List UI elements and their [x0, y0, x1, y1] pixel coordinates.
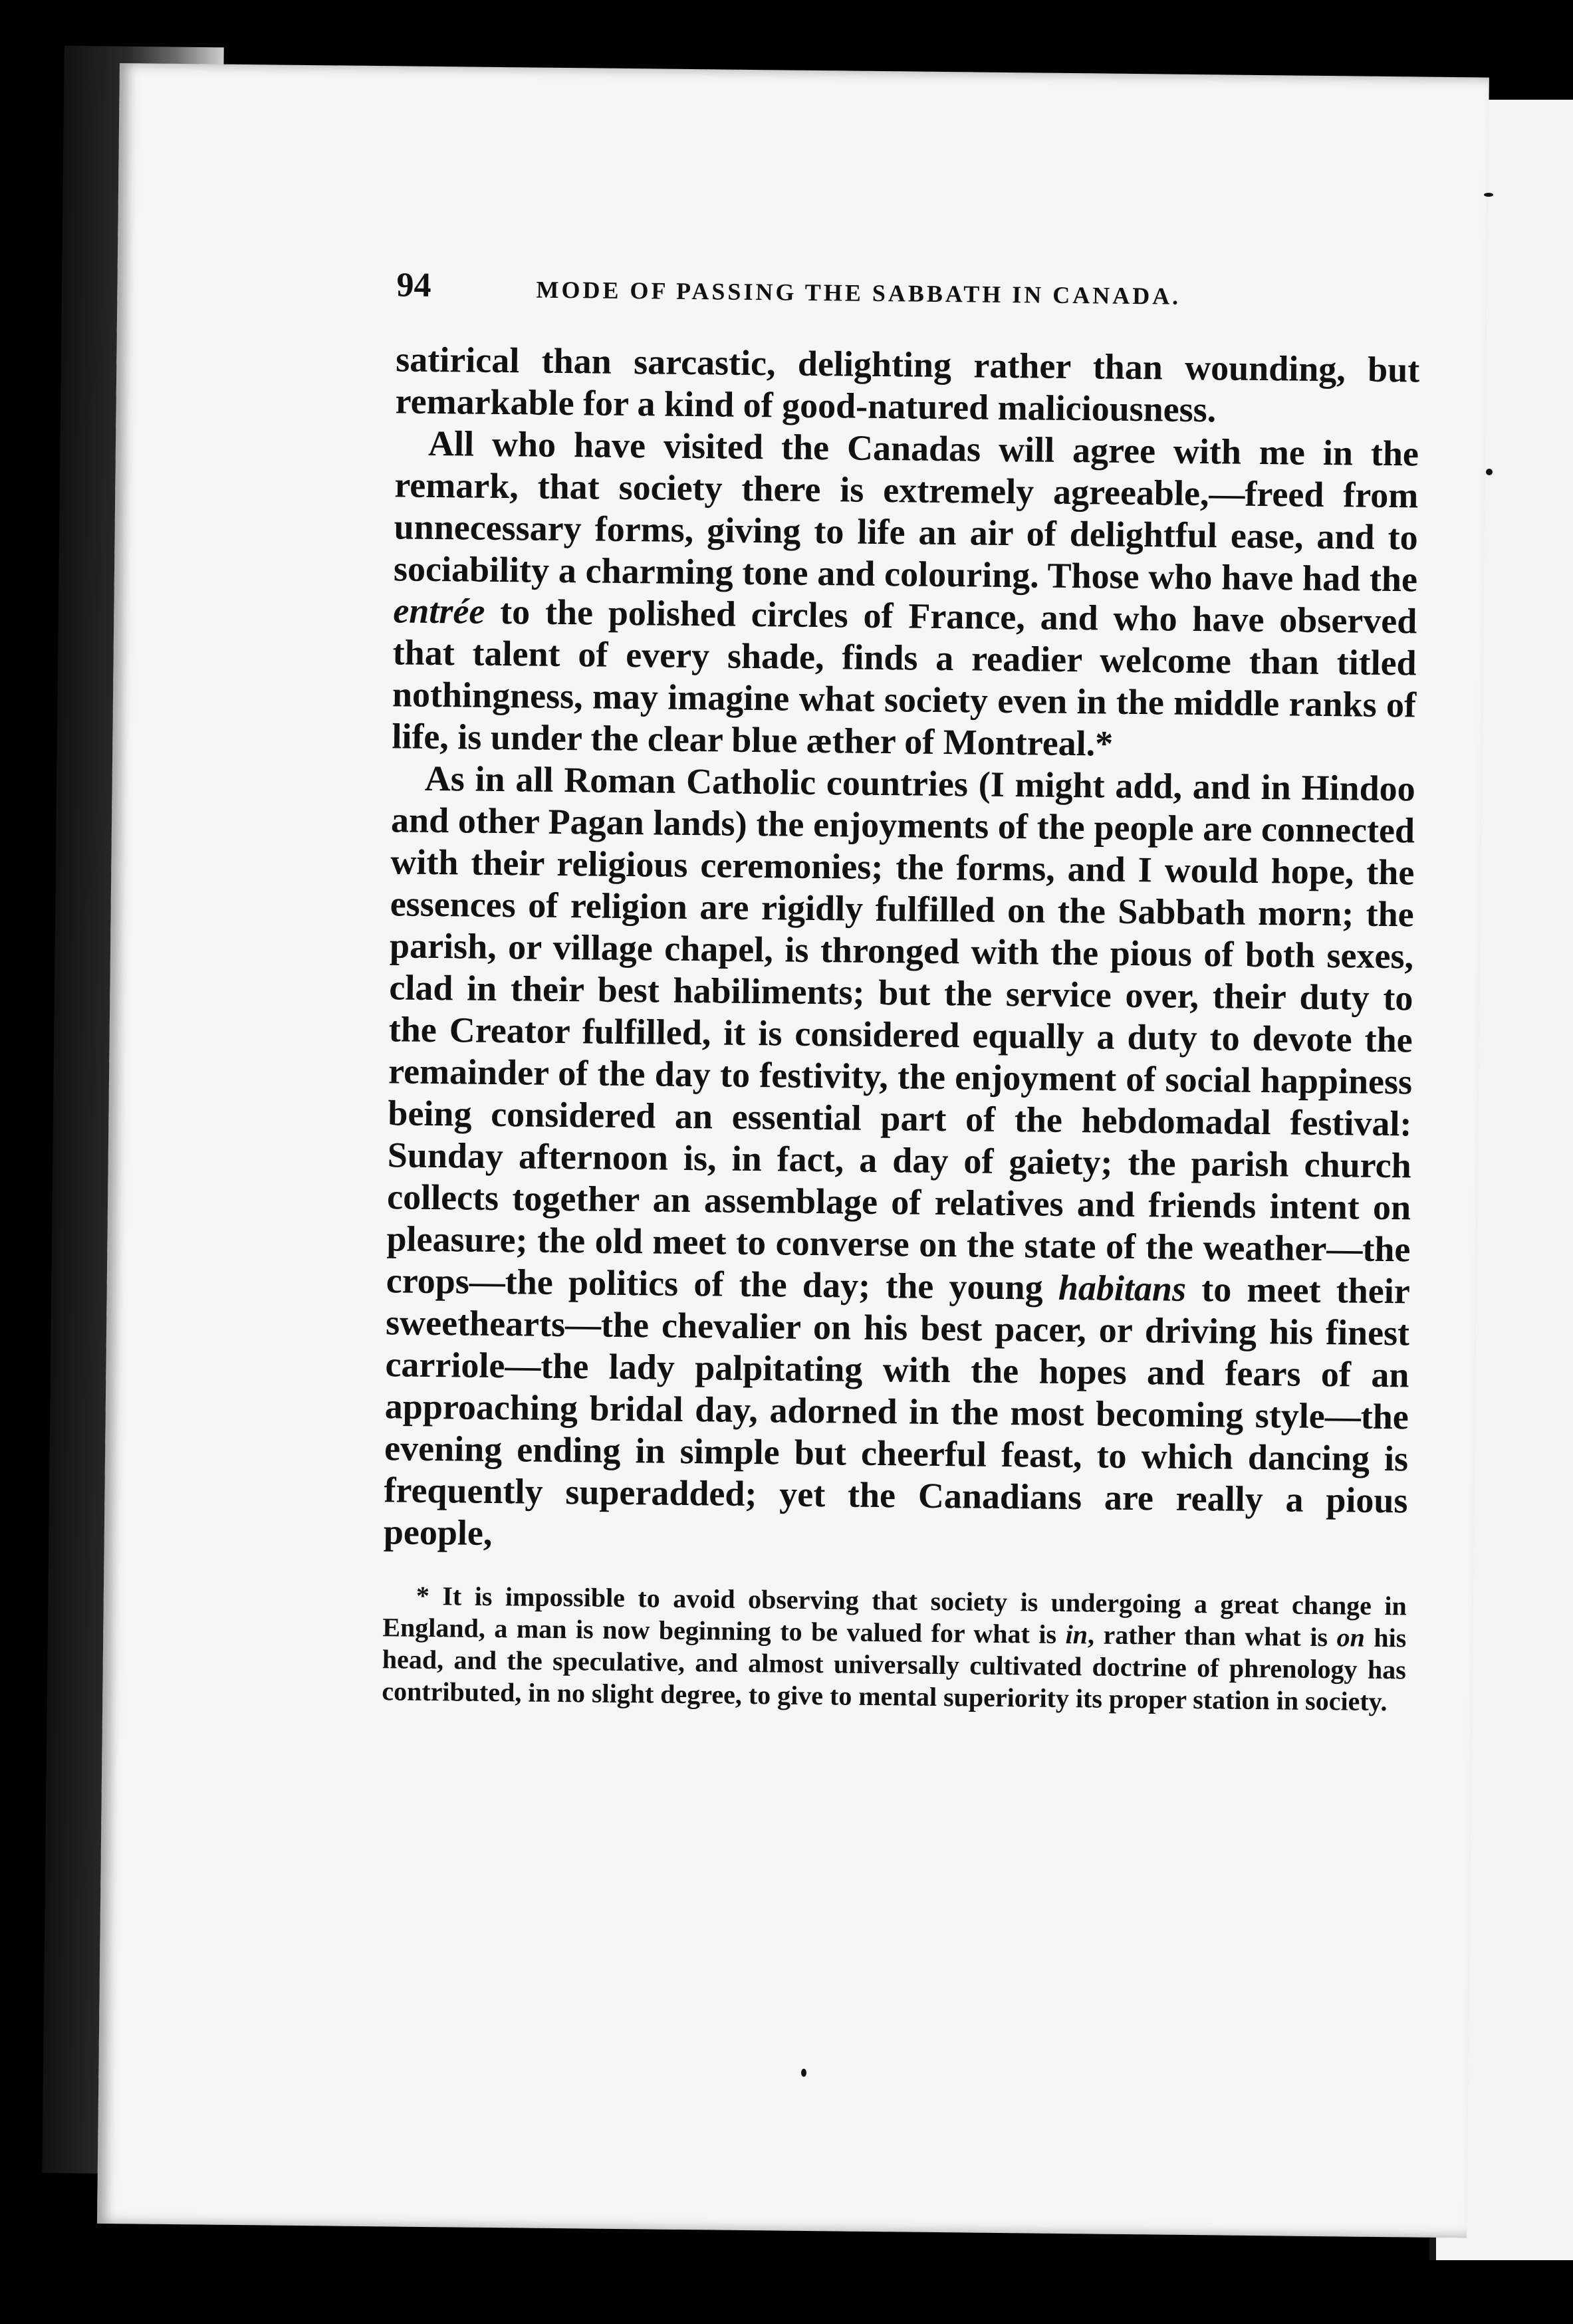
- ink-speck: [1484, 193, 1493, 197]
- footnote-text-a: * It is impossible to avoid observing that society is undergoing a great change in England, a man is now beginning to be valued for what is: [382, 1580, 1407, 1650]
- paragraph-3-italic: habitans: [1058, 1267, 1187, 1309]
- running-head-title: MODE OF PASSING THE SABBATH IN CANADA.: [536, 276, 1181, 310]
- paragraph-3: [384, 757, 1415, 1564]
- ink-speck: [1486, 469, 1493, 475]
- footnote-text-c: his head, and the speculative, and almost universally cultivated doctrine of phrenology has contributed, in no slight degree, to give to mental superiority its proper station in society.: [382, 1622, 1407, 1717]
- body-text: [384, 338, 1420, 1564]
- paragraph-2: [392, 422, 1419, 768]
- paragraph-3-text-b: to meet their sweethearts—the chevalier on his best pacer, or driving his finest carriole—the lady palpitating with the hopes and fears of an approaching bridal day, adorned in the most becoming style—the evening ending in simple but cheerful feast, to which dancing is frequently superadded; yet the Canadians are really a pious people,: [383, 1268, 1411, 1553]
- paragraph-1: [395, 338, 1419, 433]
- footnote: [382, 1579, 1407, 1718]
- ink-speck: [801, 2069, 806, 2077]
- footnote-text: [382, 1579, 1407, 1718]
- running-head: [396, 265, 1421, 322]
- paragraph-2-text-b: to the polished circles of France, and who have observed that talent of every shade, finds a readier welcome than titled nothingness, may imagine what society even in the middle ranks of life, is under the clear blue æther of Montreal.*: [392, 591, 1417, 764]
- paragraph-1-text: satirical than sarcastic, delighting rather than wounding, but remarkable for a kind of good-natured maliciousness.: [395, 339, 1420, 430]
- page-number: 94: [396, 266, 431, 304]
- footnote-italic-on: on: [1336, 1622, 1366, 1653]
- footnote-text-b: , rather than what is: [1087, 1619, 1337, 1653]
- paragraph-2-italic: entrée: [393, 590, 485, 632]
- book-page: [97, 63, 1489, 2238]
- paragraph-2-text-a: All who have visited the Canadas will agree with me in the remark, that society there is extremely agreeable,—freed from unnecessary forms, giving to life an air of delightful ease, and to sociability a charming tone and colouring. Those who have had the: [393, 423, 1419, 600]
- page-content: [382, 265, 1421, 1718]
- footnote-italic-in: in: [1065, 1619, 1088, 1650]
- paragraph-3-text-a: As in all Roman Catholic countries (I might add, and in Hindoo and other Pagan lands) the enjoyments of the people are connected with their religious ceremonies; the forms, and I would hope, the essences of religion are rigidly fulfilled on the Sabbath morn; the parish, or village chapel, is thronged with the pious of both sexes, clad in their best habiliments; but the service over, their duty to the Creator fulfilled, it is considered equally a duty to devote the remainder of the day to festivity, the enjoyment of social happiness being considered an essential part of the hebdomadal festival: Sunday afternoon is, in fact, a day of gaiety; the parish church collects together an assemblage of relatives and friends intent on pleasure; the old meet to converse on the state of the weather—the crops—the politics of the day; the young: [386, 758, 1415, 1308]
